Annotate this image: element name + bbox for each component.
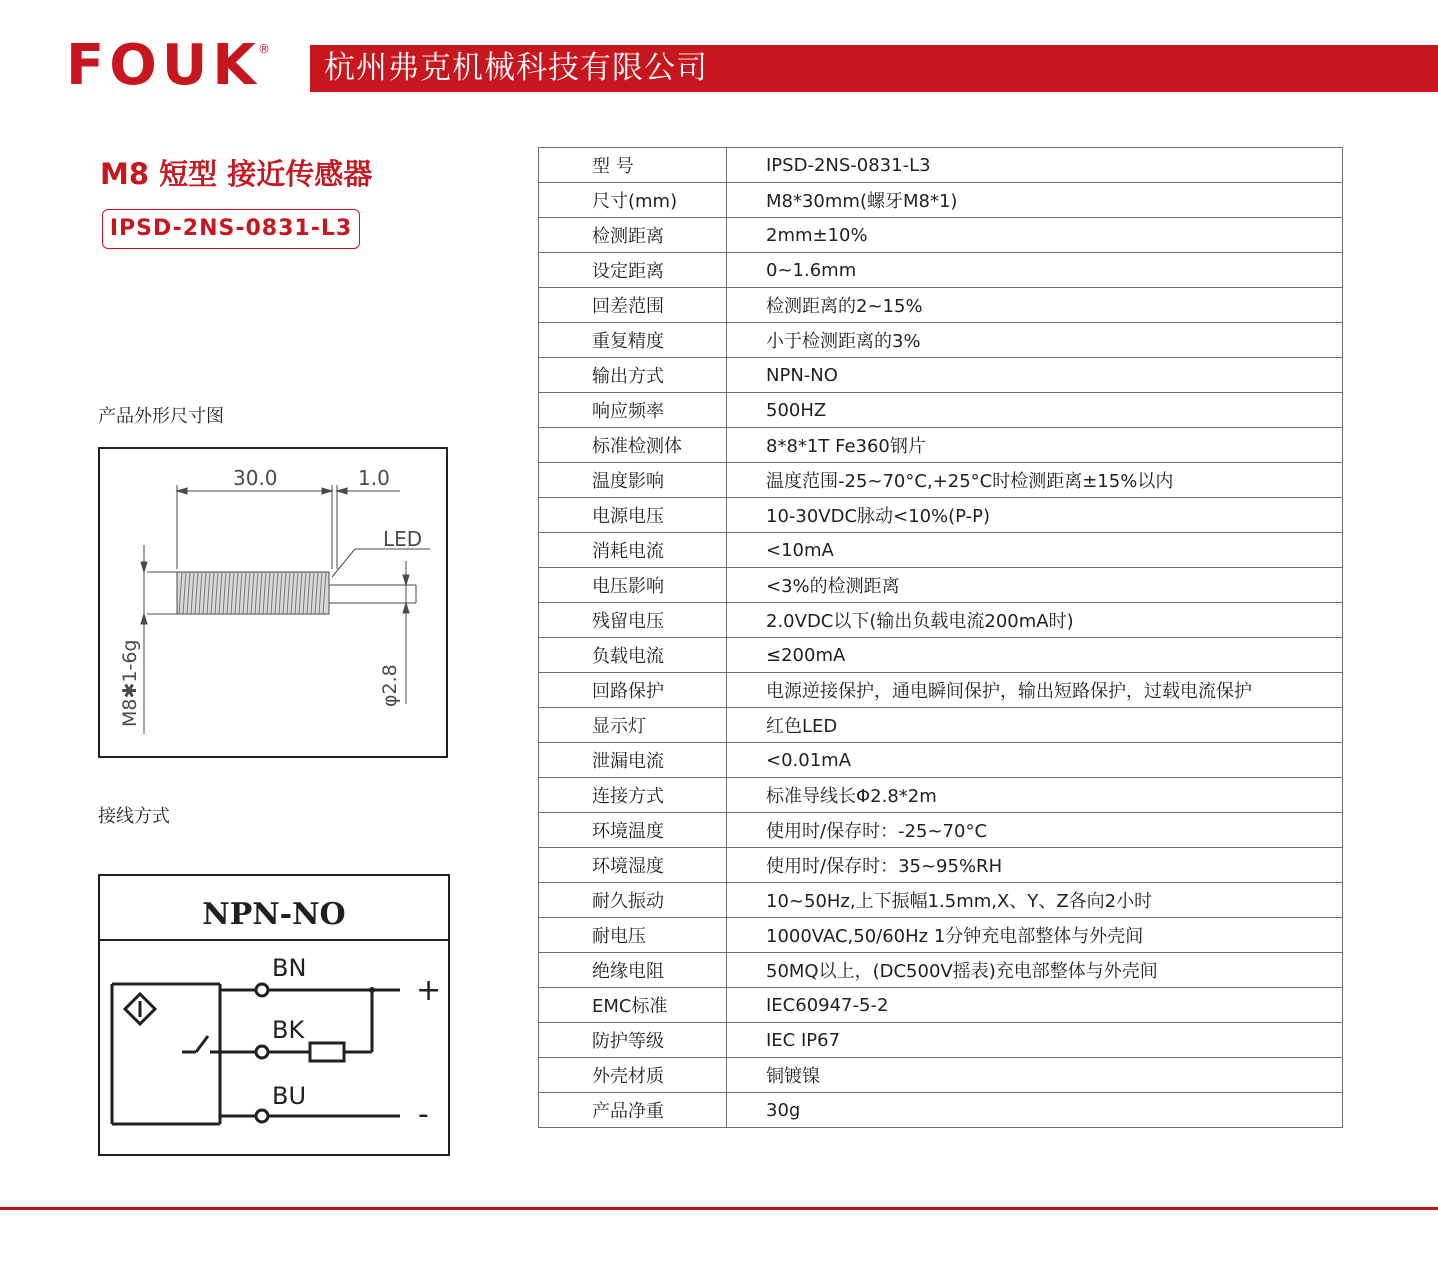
dimension-drawing: [98, 447, 448, 758]
footer-divider: [0, 1207, 1438, 1210]
spec-value: 电源逆接保护，通电瞬间保护，输出短路保护，过载电流保护: [727, 673, 1343, 708]
spec-label: 电源电压: [539, 498, 727, 533]
spec-value: 小于检测距离的3%: [727, 323, 1343, 358]
spec-row: [539, 288, 1343, 323]
spec-label: 外壳材质: [539, 1058, 727, 1093]
dim-led-label: LED: [383, 527, 423, 551]
spec-row: [539, 743, 1343, 778]
spec-row: [539, 1023, 1343, 1058]
spec-label: 残留电压: [539, 603, 727, 638]
spec-label: 负载电流: [539, 638, 727, 673]
spec-label: 回路保护: [539, 673, 727, 708]
spec-value: 铜镀镍: [727, 1058, 1343, 1093]
registered-mark: ®: [258, 42, 270, 56]
spec-row: [539, 813, 1343, 848]
spec-label: 泄漏电流: [539, 743, 727, 778]
spec-row: [539, 603, 1343, 638]
spec-label: 耐电压: [539, 918, 727, 953]
spec-value: 使用时/保存时：-25~70°C: [727, 813, 1343, 848]
spec-row: [539, 218, 1343, 253]
spec-row: [539, 918, 1343, 953]
spec-label: 输出方式: [539, 358, 727, 393]
wiring-title: NPN-NO: [202, 897, 346, 932]
spec-value: M8*30mm(螺牙M8*1): [727, 183, 1343, 218]
spec-value: <10mA: [727, 533, 1343, 568]
spec-value: NPN-NO: [727, 358, 1343, 393]
spec-label: 消耗电流: [539, 533, 727, 568]
spec-row: [539, 848, 1343, 883]
spec-value: 标准导线长Φ2.8*2m: [727, 778, 1343, 813]
spec-label: 显示灯: [539, 708, 727, 743]
wire-label-bu: BU: [272, 1082, 307, 1110]
spec-label: 检测距离: [539, 218, 727, 253]
spec-value: <0.01mA: [727, 743, 1343, 778]
spec-label: 型 号: [539, 148, 727, 183]
spec-label: 环境湿度: [539, 848, 727, 883]
spec-value: 8*8*1T Fe360钢片: [727, 428, 1343, 463]
spec-row: [539, 183, 1343, 218]
spec-label: 电压影响: [539, 568, 727, 603]
spec-value: 2.0VDC以下(输出负载电流200mA时): [727, 603, 1343, 638]
spec-row: [539, 673, 1343, 708]
spec-value: 1000VAC,50/60Hz 1分钟充电部整体与外壳间: [727, 918, 1343, 953]
spec-value: 温度范围-25~70°C,+25°C时检测距离±15%以内: [727, 463, 1343, 498]
wiring-section-label: 接线方式: [98, 806, 170, 827]
spec-label: 重复精度: [539, 323, 727, 358]
spec-label: 标准检测体: [539, 428, 727, 463]
product-title: M8 短型 接近传感器: [100, 157, 373, 191]
spec-value: 10~50Hz,上下振幅1.5mm,X、Y、Z各向2小时: [727, 883, 1343, 918]
spec-value: 红色LED: [727, 708, 1343, 743]
spec-value: ≤200mA: [727, 638, 1343, 673]
dim-cable-label: φ2.8: [379, 664, 401, 707]
spec-label: 连接方式: [539, 778, 727, 813]
spec-row: [539, 323, 1343, 358]
dim-length-label: 30.0: [233, 466, 278, 490]
spec-value: <3%的检测距离: [727, 568, 1343, 603]
spec-row: [539, 358, 1343, 393]
spec-row: [539, 778, 1343, 813]
company-logo: FOUK: [66, 33, 261, 98]
spec-label: 绝缘电阻: [539, 953, 727, 988]
spec-value: 0~1.6mm: [727, 253, 1343, 288]
spec-row: [539, 498, 1343, 533]
wire-label-bk: BK: [272, 1016, 305, 1044]
dimension-section-label: 产品外形尺寸图: [98, 406, 224, 427]
spec-label: 温度影响: [539, 463, 727, 498]
spec-row: [539, 708, 1343, 743]
spec-label: 设定距离: [539, 253, 727, 288]
spec-label: 防护等级: [539, 1023, 727, 1058]
spec-row: [539, 393, 1343, 428]
spec-value: 检测距离的2~15%: [727, 288, 1343, 323]
wiring-diagram: [98, 874, 450, 1156]
spec-value: 50MQ以上，(DC500V摇表)充电部整体与外壳间: [727, 953, 1343, 988]
spec-label: 耐久振动: [539, 883, 727, 918]
spec-value: 30g: [727, 1093, 1343, 1128]
spec-row: [539, 533, 1343, 568]
spec-row: [539, 638, 1343, 673]
spec-row: [539, 988, 1343, 1023]
product-model-badge: IPSD-2NS-0831-L3: [102, 209, 360, 249]
spec-label: 环境温度: [539, 813, 727, 848]
spec-row: [539, 883, 1343, 918]
spec-row: [539, 953, 1343, 988]
spec-label: 产品净重: [539, 1093, 727, 1128]
spec-value: 使用时/保存时：35~95%RH: [727, 848, 1343, 883]
spec-label: EMC标准: [539, 988, 727, 1023]
spec-value: 500HZ: [727, 393, 1343, 428]
dim-led-length-label: 1.0: [358, 466, 390, 490]
spec-label: 回差范围: [539, 288, 727, 323]
spec-row: [539, 1093, 1343, 1128]
terminal-minus: -: [418, 1097, 429, 1132]
spec-value: IEC IP67: [727, 1023, 1343, 1058]
spec-value: IPSD-2NS-0831-L3: [727, 148, 1343, 183]
spec-label: 响应频率: [539, 393, 727, 428]
spec-table: [538, 147, 1343, 1128]
spec-label: 尺寸(mm): [539, 183, 727, 218]
spec-row: [539, 253, 1343, 288]
spec-row: [539, 463, 1343, 498]
spec-value: 2mm±10%: [727, 218, 1343, 253]
spec-row: [539, 428, 1343, 463]
spec-row: [539, 1058, 1343, 1093]
company-name-banner: 杭州弗克机械科技有限公司: [310, 45, 1438, 92]
spec-value: IEC60947-5-2: [727, 988, 1343, 1023]
dim-thread-label: M8✱1-6g: [119, 639, 141, 727]
spec-row: [539, 148, 1343, 183]
spec-value: 10-30VDC脉动<10%(P-P): [727, 498, 1343, 533]
spec-row: [539, 568, 1343, 603]
wire-label-bn: BN: [272, 954, 307, 982]
terminal-plus: +: [416, 973, 442, 1008]
